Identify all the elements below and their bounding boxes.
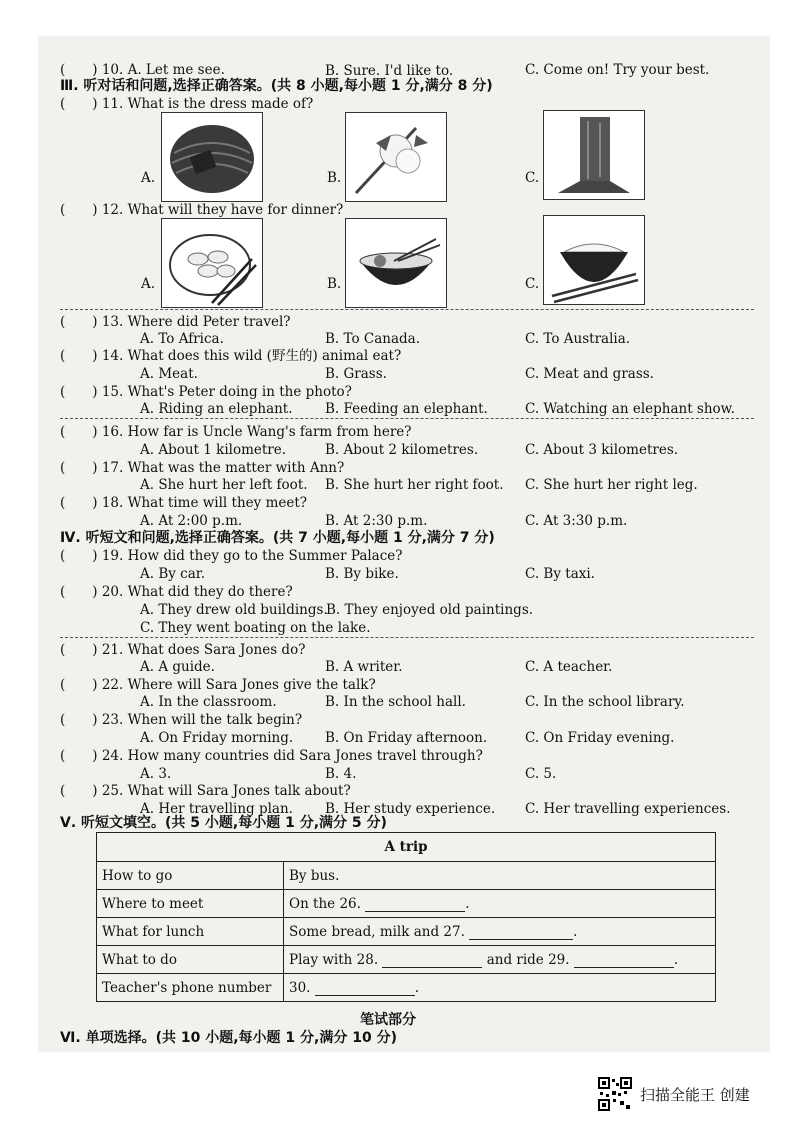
q21-option-c: C. A teacher. <box>525 659 613 675</box>
row-text: On the 26. <box>289 895 361 912</box>
q10-option-c: C. Come on! Try your best. <box>525 62 710 78</box>
q13-question: ( ) 13. Where did Peter travel? <box>60 314 291 330</box>
q17-option-c: C. She hurt her right leg. <box>525 477 698 493</box>
q23-question: ( ) 23. When will the talk begin? <box>60 712 303 728</box>
answer-blank-28[interactable] <box>382 955 482 968</box>
q23-option-c: C. On Friday evening. <box>525 730 675 746</box>
table-row <box>97 974 716 1002</box>
q13-option-a: A. To Africa. <box>140 331 224 347</box>
q11-label-b: B. <box>327 170 342 186</box>
q14-question: ( ) 14. What does this wild (野生的) animal eat? <box>60 348 402 364</box>
q10-number: ( ) 10. A. Let me see. <box>60 62 225 78</box>
dashed-divider <box>60 418 754 419</box>
row-text: Play with 28. <box>289 951 379 968</box>
q24-option-b: B. 4. <box>325 766 357 782</box>
q21-question: ( ) 21. What does Sara Jones do? <box>60 642 306 658</box>
q12-question: ( ) 12. What will they have for dinner? <box>60 202 344 218</box>
q15-option-c: C. Watching an elephant show. <box>525 401 735 417</box>
row-value <box>284 946 716 974</box>
row-label: How to go <box>97 862 284 890</box>
row-text: and ride 29. <box>486 951 570 968</box>
q19-option-b: B. By bike. <box>325 566 399 582</box>
q18-option-a: A. At 2:00 p.m. <box>140 513 243 529</box>
q25-question: ( ) 25. What will Sara Jones talk about? <box>60 783 351 799</box>
q22-question: ( ) 22. Where will Sara Jones give the talk? <box>60 677 376 693</box>
row-value <box>284 918 716 946</box>
row-value <box>284 862 716 890</box>
q15-question: ( ) 15. What's Peter doing in the photo? <box>60 384 352 400</box>
q12-label-c: C. <box>525 276 540 292</box>
q11-label-a: A. <box>141 170 156 186</box>
q19-question: ( ) 19. How did they go to the Summer Palace? <box>60 548 403 564</box>
scanner-watermark-text: 扫描全能王 创建 <box>640 1086 750 1104</box>
q13-option-c: C. To Australia. <box>525 331 631 347</box>
cotton-image <box>345 112 447 202</box>
q17-question: ( ) 17. What was the matter with Ann? <box>60 460 345 476</box>
row-label: Where to meet <box>97 890 284 918</box>
row-label: What for lunch <box>97 918 284 946</box>
row-text: . <box>673 951 679 968</box>
section-4-title: Ⅳ. 听短文和问题,选择正确答案。(共 7 小题,每小题 1 分,满分 7 分) <box>60 530 495 546</box>
q24-option-a: A. 3. <box>140 766 172 782</box>
trip-table <box>96 832 716 1002</box>
row-text: . <box>465 895 470 912</box>
section-3-title: Ⅲ. 听对话和问题,选择正确答案。(共 8 小题,每小题 1 分,满分 8 分) <box>60 78 493 94</box>
q16-option-b: B. About 2 kilometres. <box>325 442 479 458</box>
row-value <box>284 974 716 1002</box>
dashed-divider <box>60 309 754 310</box>
trip-table-title: A trip <box>97 833 716 862</box>
answer-blank-30[interactable] <box>315 983 415 996</box>
answer-blank-29[interactable] <box>574 955 674 968</box>
q20-question: ( ) 20. What did they do there? <box>60 584 293 600</box>
q22-option-b: B. In the school hall. <box>325 694 466 710</box>
q25-option-a: A. Her travelling plan. <box>140 801 293 817</box>
q19-option-a: A. By car. <box>140 566 206 582</box>
q15-option-a: A. Riding an elephant. <box>140 401 293 417</box>
q14-option-b: B. Grass. <box>325 366 387 382</box>
table-row <box>97 946 716 974</box>
row-text: . <box>414 979 420 996</box>
answer-blank-27[interactable] <box>469 927 573 940</box>
q12-label-a: A. <box>141 276 156 292</box>
q25-option-b: B. Her study experience. <box>325 801 496 817</box>
dashed-divider <box>60 637 754 638</box>
q12-label-b: B. <box>327 276 342 292</box>
row-text: 30. <box>289 979 311 996</box>
row-label: Teacher's phone number <box>97 974 284 1002</box>
q24-option-c: C. 5. <box>525 766 557 782</box>
table-row <box>97 918 716 946</box>
q18-option-b: B. At 2:30 p.m. <box>325 513 428 529</box>
rice-bowl-image <box>543 215 645 305</box>
q21-option-b: B. A writer. <box>325 659 403 675</box>
q22-option-a: A. In the classroom. <box>140 694 277 710</box>
tree-stump-image <box>543 110 645 200</box>
row-text: Some bread, milk and 27. <box>289 923 465 940</box>
noodles-image <box>345 218 447 308</box>
q21-option-a: A. A guide. <box>140 659 215 675</box>
q16-option-a: A. About 1 kilometre. <box>140 442 287 458</box>
q18-question: ( ) 18. What time will they meet? <box>60 495 308 511</box>
q16-option-c: C. About 3 kilometres. <box>525 442 679 458</box>
q14-option-c: C. Meat and grass. <box>525 366 654 382</box>
q24-question: ( ) 24. How many countries did Sara Jones travel through? <box>60 748 483 764</box>
qr-code-icon <box>598 1077 632 1111</box>
q16-question: ( ) 16. How far is Uncle Wang's farm from here? <box>60 424 412 440</box>
q15-option-b: B. Feeding an elephant. <box>325 401 488 417</box>
q11-question: ( ) 11. What is the dress made of? <box>60 96 314 112</box>
section-5-title: Ⅴ. 听短文填空。(共 5 小题,每小题 1 分,满分 5 分) <box>60 815 387 831</box>
q25-option-c: C. Her travelling experiences. <box>525 801 731 817</box>
q20-option-b: B. They enjoyed old paintings. <box>326 602 534 618</box>
row-value <box>284 890 716 918</box>
wool-yarn-image <box>161 112 263 202</box>
q17-option-b: B. She hurt her right foot. <box>325 477 504 493</box>
row-text: . <box>573 923 578 940</box>
q22-option-c: C. In the school library. <box>525 694 685 710</box>
q14-option-a: A. Meat. <box>140 366 198 382</box>
q19-option-c: C. By taxi. <box>525 566 595 582</box>
q20-option-a: A. They drew old buildings. <box>140 602 328 618</box>
section-6-title: Ⅵ. 单项选择。(共 10 小题,每小题 1 分,满分 10 分) <box>60 1030 397 1046</box>
q20-option-c: C. They went boating on the lake. <box>140 620 371 636</box>
dumplings-image <box>161 218 263 308</box>
q13-option-b: B. To Canada. <box>325 331 420 347</box>
q17-option-a: A. She hurt her left foot. <box>140 477 308 493</box>
table-row <box>97 862 716 890</box>
q23-option-b: B. On Friday afternoon. <box>325 730 488 746</box>
q11-label-c: C. <box>525 170 540 186</box>
row-text: By bus. <box>289 867 340 884</box>
table-row <box>97 890 716 918</box>
written-part-title: 笔试部分 <box>360 1012 416 1028</box>
row-label: What to do <box>97 946 284 974</box>
q18-option-c: C. At 3:30 p.m. <box>525 513 628 529</box>
q10-option-b: B. Sure. I'd like to. <box>325 63 454 79</box>
q23-option-a: A. On Friday morning. <box>140 730 294 746</box>
answer-blank-26[interactable] <box>365 899 465 912</box>
